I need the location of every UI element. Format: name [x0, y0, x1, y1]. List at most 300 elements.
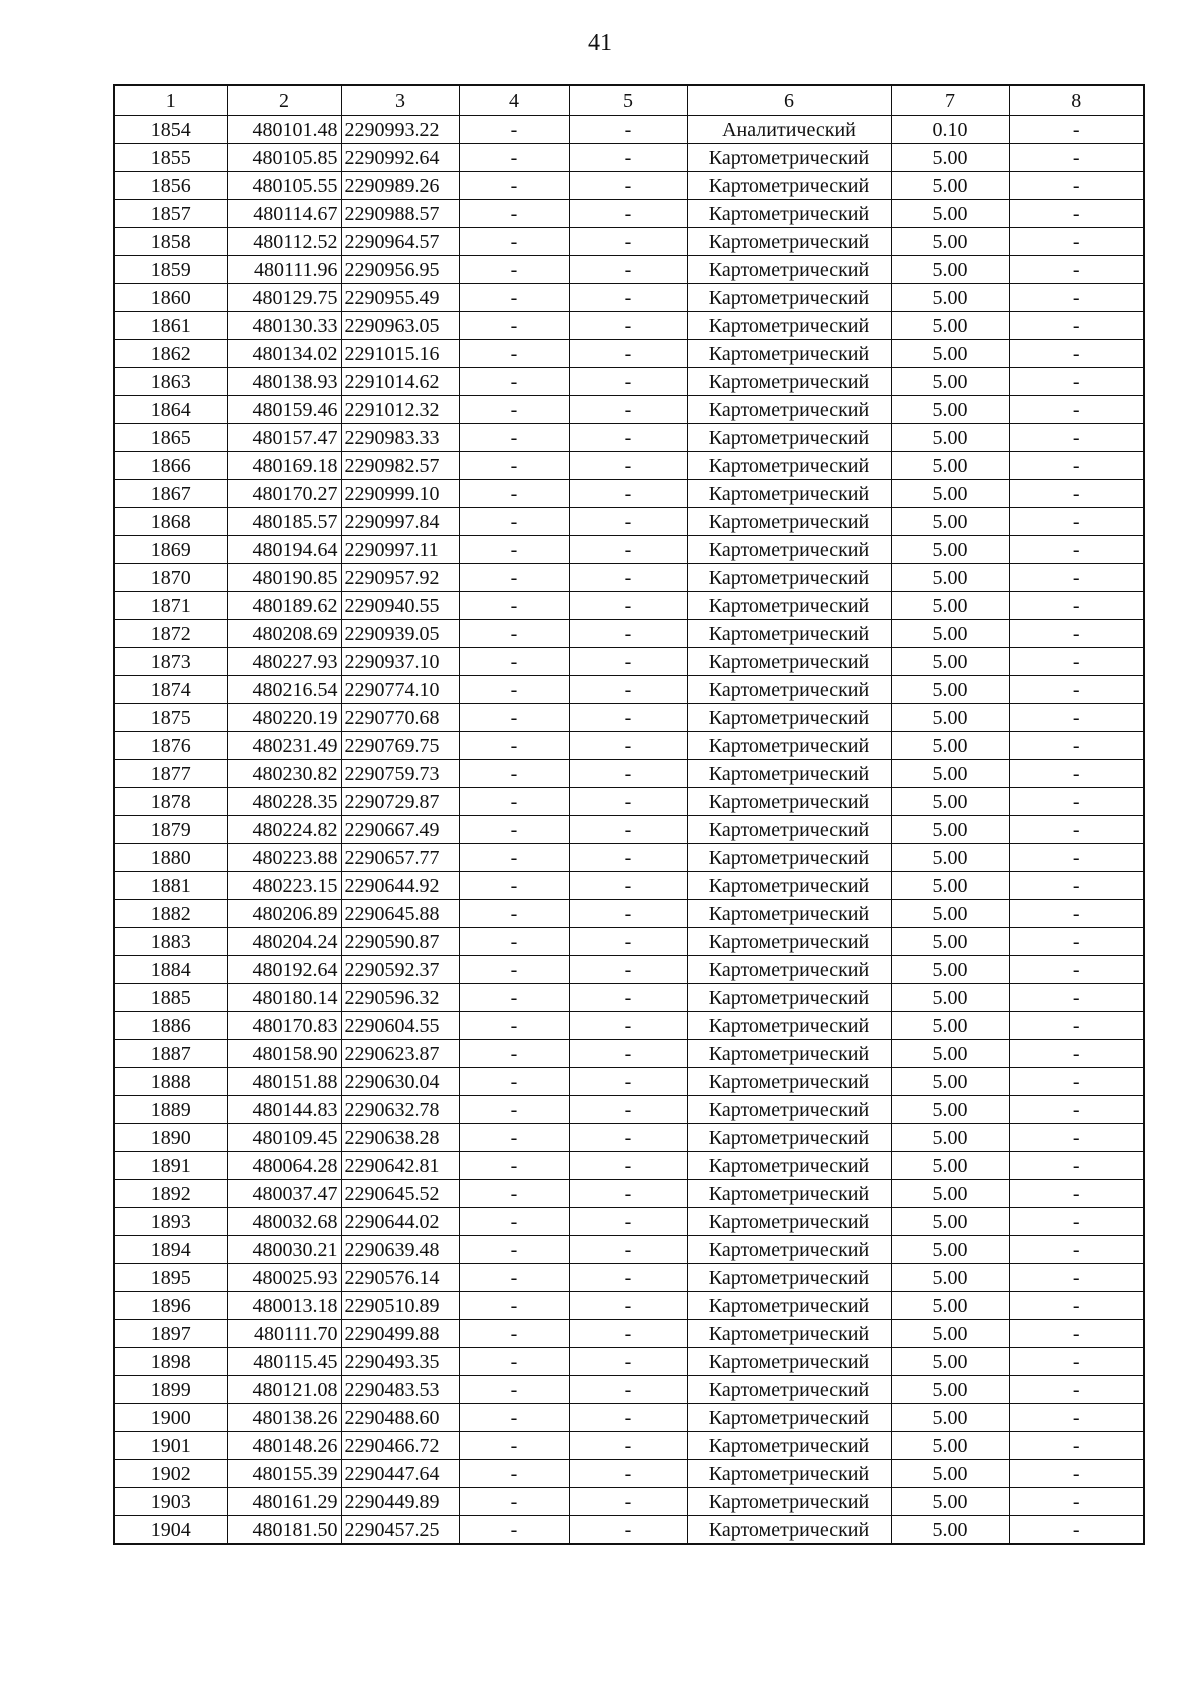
col-8-cell: -: [1009, 256, 1144, 284]
point-number-cell: 1857: [114, 200, 227, 228]
col-5-cell: -: [569, 900, 687, 928]
col-4-cell: -: [459, 1404, 569, 1432]
col-8-cell: -: [1009, 592, 1144, 620]
accuracy-cell: 5.00: [891, 676, 1009, 704]
coordinate-y-cell: 2290759.73: [341, 760, 459, 788]
accuracy-cell: 5.00: [891, 200, 1009, 228]
col-4-cell: -: [459, 396, 569, 424]
col-8-cell: -: [1009, 676, 1144, 704]
col-8-cell: -: [1009, 1460, 1144, 1488]
col-5-cell: -: [569, 172, 687, 200]
coordinate-x-cell: 480208.69: [227, 620, 341, 648]
table-row: [114, 1180, 1144, 1208]
col-5-cell: -: [569, 648, 687, 676]
point-number-cell: 1900: [114, 1404, 227, 1432]
coordinate-y-cell: 2291014.62: [341, 368, 459, 396]
method-cell: Картометрический: [687, 564, 891, 592]
table-row: [114, 956, 1144, 984]
table-row: [114, 844, 1144, 872]
col-4-cell: -: [459, 256, 569, 284]
col-8-cell: -: [1009, 564, 1144, 592]
coordinate-x-cell: 480121.08: [227, 1376, 341, 1404]
col-8-cell: -: [1009, 1516, 1144, 1545]
col-8-cell: -: [1009, 536, 1144, 564]
col-8-cell: -: [1009, 760, 1144, 788]
col-4-cell: -: [459, 1208, 569, 1236]
coordinate-x-cell: 480223.15: [227, 872, 341, 900]
coordinate-y-cell: 2290447.64: [341, 1460, 459, 1488]
col-8-cell: -: [1009, 172, 1144, 200]
coordinate-y-cell: 2290466.72: [341, 1432, 459, 1460]
accuracy-cell: 5.00: [891, 368, 1009, 396]
method-cell: Картометрический: [687, 200, 891, 228]
col-5-cell: -: [569, 340, 687, 368]
point-number-cell: 1877: [114, 760, 227, 788]
coordinate-y-cell: 2290993.22: [341, 116, 459, 144]
accuracy-cell: 5.00: [891, 816, 1009, 844]
table-row: [114, 312, 1144, 340]
col-8-cell: -: [1009, 228, 1144, 256]
accuracy-cell: 5.00: [891, 340, 1009, 368]
coordinate-x-cell: 480138.26: [227, 1404, 341, 1432]
col-5-cell: -: [569, 1404, 687, 1432]
table-row: [114, 1432, 1144, 1460]
method-cell: Картометрический: [687, 1404, 891, 1432]
coordinate-y-cell: 2290982.57: [341, 452, 459, 480]
col-8-cell: -: [1009, 1320, 1144, 1348]
table-row: [114, 1096, 1144, 1124]
point-number-cell: 1859: [114, 256, 227, 284]
coordinate-x-cell: 480204.24: [227, 928, 341, 956]
col-4-cell: -: [459, 1040, 569, 1068]
accuracy-cell: 5.00: [891, 1208, 1009, 1236]
col-8-cell: -: [1009, 312, 1144, 340]
col-4-cell: -: [459, 732, 569, 760]
col-8-cell: -: [1009, 1348, 1144, 1376]
col-8-cell: -: [1009, 732, 1144, 760]
column-header-6: 6: [687, 85, 891, 116]
method-cell: Картометрический: [687, 1236, 891, 1264]
column-header-8: 8: [1009, 85, 1144, 116]
method-cell: Картометрический: [687, 312, 891, 340]
coordinate-x-cell: 480134.02: [227, 340, 341, 368]
col-8-cell: -: [1009, 704, 1144, 732]
column-header-3: 3: [341, 85, 459, 116]
coordinate-x-cell: 480109.45: [227, 1124, 341, 1152]
col-8-cell: -: [1009, 284, 1144, 312]
point-number-cell: 1899: [114, 1376, 227, 1404]
point-number-cell: 1895: [114, 1264, 227, 1292]
accuracy-cell: 5.00: [891, 1404, 1009, 1432]
col-8-cell: -: [1009, 872, 1144, 900]
point-number-cell: 1881: [114, 872, 227, 900]
point-number-cell: 1864: [114, 396, 227, 424]
coordinate-y-cell: 2290729.87: [341, 788, 459, 816]
col-4-cell: -: [459, 1292, 569, 1320]
coordinate-x-cell: 480189.62: [227, 592, 341, 620]
method-cell: Картометрический: [687, 1432, 891, 1460]
method-cell: Картометрический: [687, 144, 891, 172]
point-number-cell: 1893: [114, 1208, 227, 1236]
coordinate-y-cell: 2290983.33: [341, 424, 459, 452]
table-row: [114, 1208, 1144, 1236]
col-4-cell: -: [459, 116, 569, 144]
table-row: [114, 1488, 1144, 1516]
coordinate-y-cell: 2290937.10: [341, 648, 459, 676]
point-number-cell: 1879: [114, 816, 227, 844]
col-5-cell: -: [569, 1348, 687, 1376]
table-row: [114, 200, 1144, 228]
col-8-cell: -: [1009, 508, 1144, 536]
coordinate-x-cell: 480220.19: [227, 704, 341, 732]
method-cell: Картометрический: [687, 984, 891, 1012]
col-5-cell: -: [569, 1208, 687, 1236]
coordinate-y-cell: 2290642.81: [341, 1152, 459, 1180]
method-cell: Картометрический: [687, 256, 891, 284]
col-4-cell: -: [459, 1348, 569, 1376]
col-5-cell: -: [569, 984, 687, 1012]
col-8-cell: -: [1009, 1012, 1144, 1040]
method-cell: Картометрический: [687, 1348, 891, 1376]
point-number-cell: 1891: [114, 1152, 227, 1180]
col-4-cell: -: [459, 648, 569, 676]
accuracy-cell: 5.00: [891, 1012, 1009, 1040]
accuracy-cell: 5.00: [891, 592, 1009, 620]
method-cell: Картометрический: [687, 424, 891, 452]
col-4-cell: -: [459, 1236, 569, 1264]
coordinate-x-cell: 480231.49: [227, 732, 341, 760]
col-4-cell: -: [459, 480, 569, 508]
col-8-cell: -: [1009, 200, 1144, 228]
coordinate-x-cell: 480105.55: [227, 172, 341, 200]
coordinate-x-cell: 480138.93: [227, 368, 341, 396]
coordinate-x-cell: 480037.47: [227, 1180, 341, 1208]
coordinate-y-cell: 2290939.05: [341, 620, 459, 648]
table-row: [114, 564, 1144, 592]
point-number-cell: 1862: [114, 340, 227, 368]
coordinate-x-cell: 480030.21: [227, 1236, 341, 1264]
point-number-cell: 1870: [114, 564, 227, 592]
table-row: [114, 144, 1144, 172]
method-cell: Картометрический: [687, 1068, 891, 1096]
accuracy-cell: 5.00: [891, 1348, 1009, 1376]
method-cell: Аналитический: [687, 116, 891, 144]
table-row: [114, 900, 1144, 928]
table-body: [114, 85, 1144, 1544]
point-number-cell: 1854: [114, 116, 227, 144]
point-number-cell: 1883: [114, 928, 227, 956]
col-5-cell: -: [569, 508, 687, 536]
coordinate-y-cell: 2290988.57: [341, 200, 459, 228]
col-5-cell: -: [569, 1040, 687, 1068]
method-cell: Картометрический: [687, 396, 891, 424]
col-8-cell: -: [1009, 648, 1144, 676]
coordinate-y-cell: 2290499.88: [341, 1320, 459, 1348]
accuracy-cell: 5.00: [891, 1152, 1009, 1180]
method-cell: Картометрический: [687, 1208, 891, 1236]
coordinate-x-cell: 480161.29: [227, 1488, 341, 1516]
table-row: [114, 284, 1144, 312]
table-row: [114, 1460, 1144, 1488]
col-5-cell: -: [569, 956, 687, 984]
coordinate-y-cell: 2290638.28: [341, 1124, 459, 1152]
table-row: [114, 368, 1144, 396]
column-header-5: 5: [569, 85, 687, 116]
point-number-cell: 1860: [114, 284, 227, 312]
col-8-cell: -: [1009, 984, 1144, 1012]
accuracy-cell: 5.00: [891, 396, 1009, 424]
accuracy-cell: 5.00: [891, 1180, 1009, 1208]
point-number-cell: 1880: [114, 844, 227, 872]
table-row: [114, 228, 1144, 256]
col-8-cell: -: [1009, 396, 1144, 424]
coordinate-y-cell: 2290645.88: [341, 900, 459, 928]
coordinate-x-cell: 480105.85: [227, 144, 341, 172]
coordinate-y-cell: 2290769.75: [341, 732, 459, 760]
coordinate-y-cell: 2290770.68: [341, 704, 459, 732]
point-number-cell: 1901: [114, 1432, 227, 1460]
accuracy-cell: 5.00: [891, 1460, 1009, 1488]
point-number-cell: 1886: [114, 1012, 227, 1040]
coordinate-y-cell: 2290957.92: [341, 564, 459, 592]
coordinate-x-cell: 480180.14: [227, 984, 341, 1012]
col-4-cell: -: [459, 144, 569, 172]
method-cell: Картометрический: [687, 1460, 891, 1488]
col-4-cell: -: [459, 956, 569, 984]
method-cell: Картометрический: [687, 592, 891, 620]
table-row: [114, 256, 1144, 284]
point-number-cell: 1872: [114, 620, 227, 648]
col-5-cell: -: [569, 536, 687, 564]
col-4-cell: -: [459, 564, 569, 592]
table-row: [114, 760, 1144, 788]
coordinate-y-cell: 2290596.32: [341, 984, 459, 1012]
coordinate-y-cell: 2290997.84: [341, 508, 459, 536]
col-5-cell: -: [569, 1180, 687, 1208]
method-cell: Картометрический: [687, 172, 891, 200]
coordinate-y-cell: 2290457.25: [341, 1516, 459, 1545]
table-row: [114, 928, 1144, 956]
coordinate-x-cell: 480190.85: [227, 564, 341, 592]
table-row: [114, 1040, 1144, 1068]
accuracy-cell: 5.00: [891, 1432, 1009, 1460]
col-4-cell: -: [459, 508, 569, 536]
col-4-cell: -: [459, 536, 569, 564]
coordinate-x-cell: 480157.47: [227, 424, 341, 452]
accuracy-cell: 5.00: [891, 788, 1009, 816]
accuracy-cell: 5.00: [891, 984, 1009, 1012]
accuracy-cell: 5.00: [891, 564, 1009, 592]
point-number-cell: 1856: [114, 172, 227, 200]
accuracy-cell: 5.00: [891, 256, 1009, 284]
method-cell: Картометрический: [687, 1180, 891, 1208]
accuracy-cell: 5.00: [891, 172, 1009, 200]
method-cell: Картометрический: [687, 1012, 891, 1040]
point-number-cell: 1884: [114, 956, 227, 984]
method-cell: Картометрический: [687, 956, 891, 984]
col-4-cell: -: [459, 368, 569, 396]
point-number-cell: 1866: [114, 452, 227, 480]
coordinate-y-cell: 2291015.16: [341, 340, 459, 368]
col-5-cell: -: [569, 200, 687, 228]
coordinate-y-cell: 2290644.02: [341, 1208, 459, 1236]
col-4-cell: -: [459, 928, 569, 956]
method-cell: Картометрический: [687, 816, 891, 844]
accuracy-cell: 5.00: [891, 1068, 1009, 1096]
accuracy-cell: 5.00: [891, 284, 1009, 312]
accuracy-cell: 5.00: [891, 144, 1009, 172]
coordinate-x-cell: 480111.96: [227, 256, 341, 284]
col-5-cell: -: [569, 1096, 687, 1124]
coordinate-x-cell: 480064.28: [227, 1152, 341, 1180]
method-cell: Картометрический: [687, 1096, 891, 1124]
table-row: [114, 508, 1144, 536]
point-number-cell: 1888: [114, 1068, 227, 1096]
point-number-cell: 1889: [114, 1096, 227, 1124]
point-number-cell: 1892: [114, 1180, 227, 1208]
column-header-7: 7: [891, 85, 1009, 116]
col-5-cell: -: [569, 116, 687, 144]
col-5-cell: -: [569, 228, 687, 256]
col-4-cell: -: [459, 312, 569, 340]
accuracy-cell: 5.00: [891, 760, 1009, 788]
table-row: [114, 1152, 1144, 1180]
table-row: [114, 984, 1144, 1012]
coordinate-x-cell: 480112.52: [227, 228, 341, 256]
coordinate-x-cell: 480158.90: [227, 1040, 341, 1068]
col-4-cell: -: [459, 200, 569, 228]
col-5-cell: -: [569, 1012, 687, 1040]
col-8-cell: -: [1009, 368, 1144, 396]
col-4-cell: -: [459, 788, 569, 816]
col-8-cell: -: [1009, 340, 1144, 368]
col-8-cell: -: [1009, 1152, 1144, 1180]
accuracy-cell: 5.00: [891, 900, 1009, 928]
accuracy-cell: 5.00: [891, 956, 1009, 984]
coordinates-table: [113, 84, 1145, 1545]
coordinate-x-cell: 480170.83: [227, 1012, 341, 1040]
coordinate-x-cell: 480192.64: [227, 956, 341, 984]
table-row: [114, 452, 1144, 480]
column-header-1: 1: [114, 85, 227, 116]
col-8-cell: -: [1009, 928, 1144, 956]
coordinate-y-cell: 2290989.26: [341, 172, 459, 200]
coordinate-x-cell: 480223.88: [227, 844, 341, 872]
col-8-cell: -: [1009, 844, 1144, 872]
col-4-cell: -: [459, 760, 569, 788]
accuracy-cell: 5.00: [891, 1264, 1009, 1292]
table-header-row: [114, 85, 1144, 116]
coordinate-x-cell: 480224.82: [227, 816, 341, 844]
col-5-cell: -: [569, 816, 687, 844]
col-4-cell: -: [459, 1096, 569, 1124]
col-5-cell: -: [569, 704, 687, 732]
coordinate-x-cell: 480216.54: [227, 676, 341, 704]
point-number-cell: 1861: [114, 312, 227, 340]
col-5-cell: -: [569, 452, 687, 480]
coordinate-y-cell: 2290963.05: [341, 312, 459, 340]
col-4-cell: -: [459, 1264, 569, 1292]
col-4-cell: -: [459, 676, 569, 704]
point-number-cell: 1868: [114, 508, 227, 536]
accuracy-cell: 5.00: [891, 1376, 1009, 1404]
method-cell: Картометрический: [687, 788, 891, 816]
col-4-cell: -: [459, 704, 569, 732]
col-8-cell: -: [1009, 1432, 1144, 1460]
col-4-cell: -: [459, 1376, 569, 1404]
coordinate-y-cell: 2290997.11: [341, 536, 459, 564]
accuracy-cell: 5.00: [891, 648, 1009, 676]
table-row: [114, 704, 1144, 732]
method-cell: Картометрический: [687, 368, 891, 396]
col-4-cell: -: [459, 1180, 569, 1208]
col-5-cell: -: [569, 620, 687, 648]
point-number-cell: 1873: [114, 648, 227, 676]
coordinate-x-cell: 480155.39: [227, 1460, 341, 1488]
table-row: [114, 172, 1144, 200]
coordinate-x-cell: 480194.64: [227, 536, 341, 564]
method-cell: Картометрический: [687, 1488, 891, 1516]
method-cell: Картометрический: [687, 1124, 891, 1152]
col-4-cell: -: [459, 228, 569, 256]
coordinate-y-cell: 2290639.48: [341, 1236, 459, 1264]
method-cell: Картометрический: [687, 928, 891, 956]
col-8-cell: -: [1009, 116, 1144, 144]
point-number-cell: 1885: [114, 984, 227, 1012]
accuracy-cell: 5.00: [891, 732, 1009, 760]
accuracy-cell: 5.00: [891, 1040, 1009, 1068]
table-row: [114, 1292, 1144, 1320]
method-cell: Картометрический: [687, 1152, 891, 1180]
col-8-cell: -: [1009, 1040, 1144, 1068]
accuracy-cell: 5.00: [891, 928, 1009, 956]
table-row: [114, 1404, 1144, 1432]
coordinate-x-cell: 480032.68: [227, 1208, 341, 1236]
col-8-cell: -: [1009, 900, 1144, 928]
col-4-cell: -: [459, 424, 569, 452]
table-row: [114, 648, 1144, 676]
coordinate-y-cell: 2290604.55: [341, 1012, 459, 1040]
col-5-cell: -: [569, 1376, 687, 1404]
col-5-cell: -: [569, 396, 687, 424]
method-cell: Картометрический: [687, 872, 891, 900]
col-4-cell: -: [459, 1320, 569, 1348]
accuracy-cell: 5.00: [891, 1516, 1009, 1545]
table-row: [114, 1320, 1144, 1348]
coordinate-x-cell: 480111.70: [227, 1320, 341, 1348]
col-5-cell: -: [569, 424, 687, 452]
coordinate-y-cell: 2291012.32: [341, 396, 459, 424]
col-5-cell: -: [569, 760, 687, 788]
col-8-cell: -: [1009, 1096, 1144, 1124]
col-4-cell: -: [459, 900, 569, 928]
point-number-cell: 1874: [114, 676, 227, 704]
col-4-cell: -: [459, 844, 569, 872]
coordinate-x-cell: 480130.33: [227, 312, 341, 340]
col-5-cell: -: [569, 1488, 687, 1516]
column-header-2: 2: [227, 85, 341, 116]
accuracy-cell: 5.00: [891, 1124, 1009, 1152]
method-cell: Картометрический: [687, 480, 891, 508]
method-cell: Картометрический: [687, 536, 891, 564]
col-5-cell: -: [569, 1068, 687, 1096]
method-cell: Картометрический: [687, 1376, 891, 1404]
table-row: [114, 788, 1144, 816]
accuracy-cell: 5.00: [891, 844, 1009, 872]
method-cell: Картометрический: [687, 508, 891, 536]
col-5-cell: -: [569, 144, 687, 172]
col-5-cell: -: [569, 1236, 687, 1264]
